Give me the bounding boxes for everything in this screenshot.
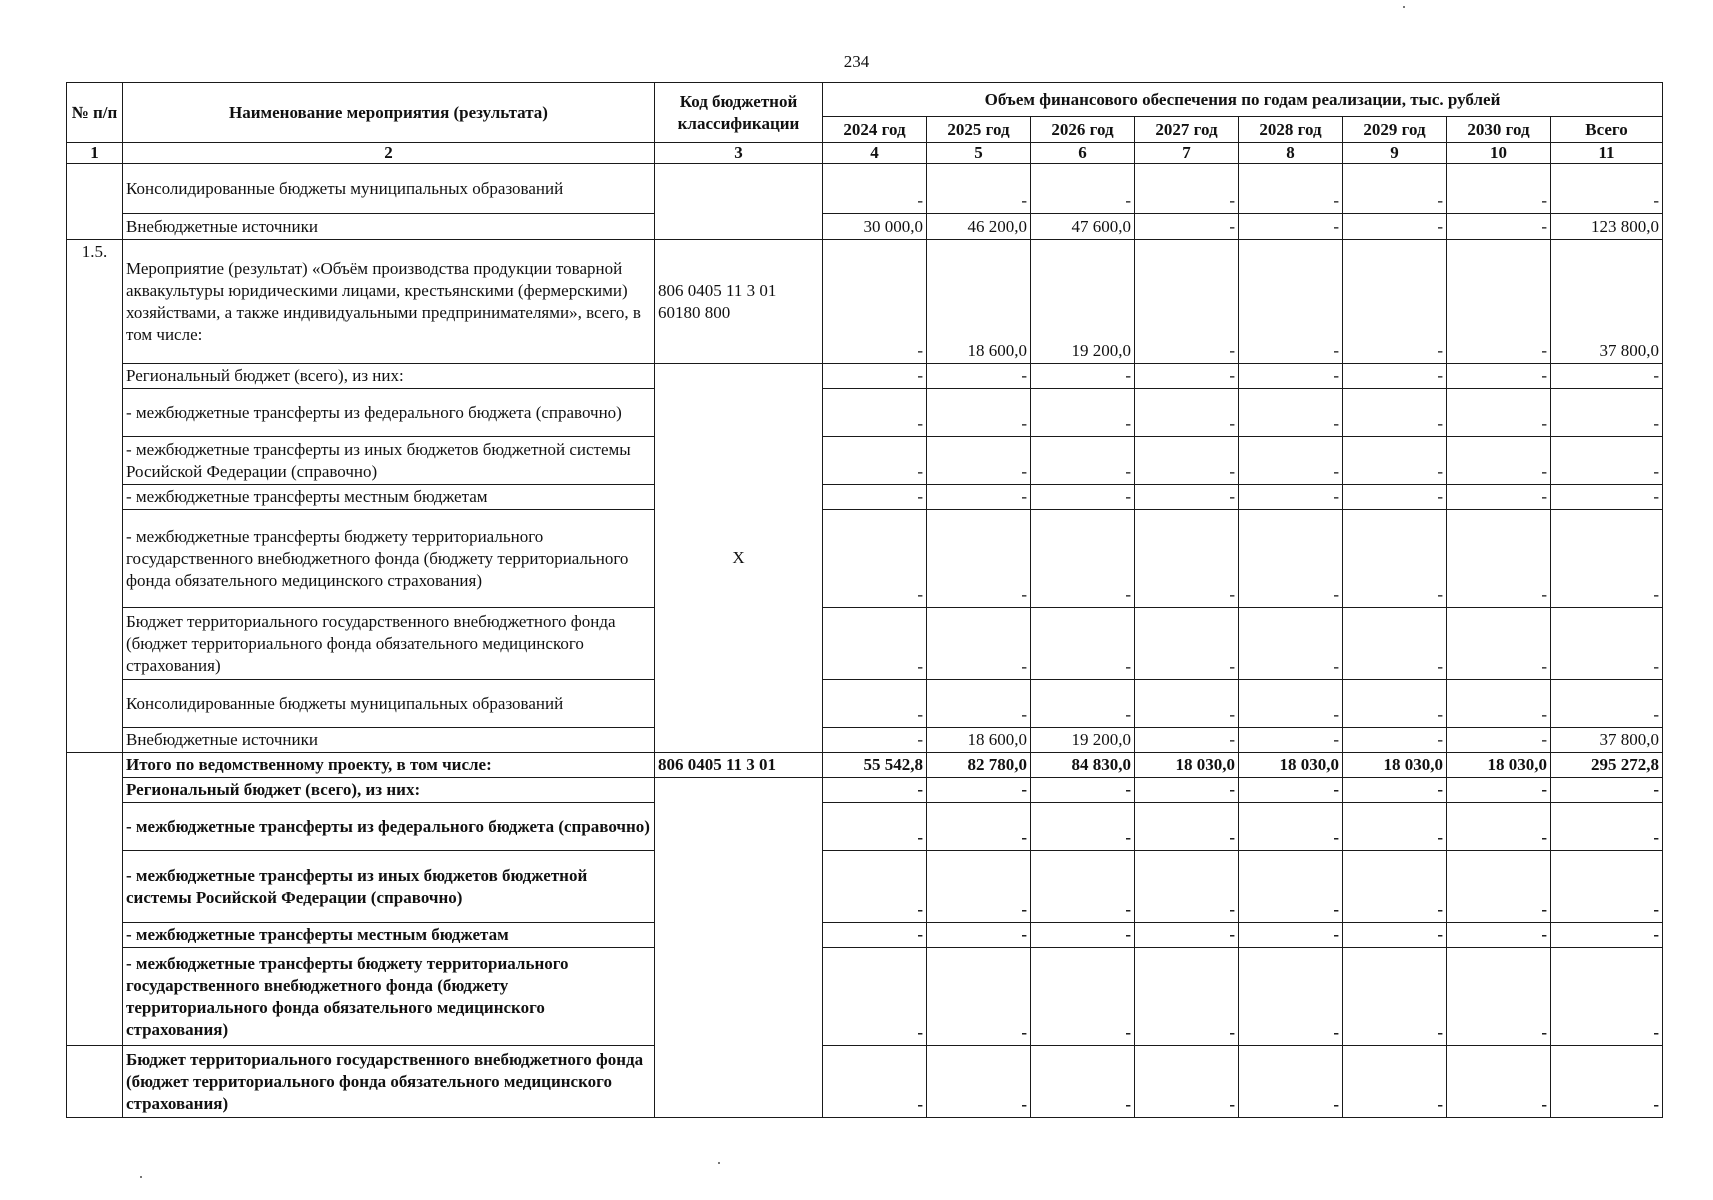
header-year-4: 2027 год [1135, 117, 1239, 143]
table-row [67, 948, 1663, 1046]
value-cell: - [927, 164, 1031, 214]
value-cell: - [927, 1046, 1031, 1118]
value-cell: 18 030,0 [1239, 753, 1343, 778]
value-cell: - [1551, 364, 1663, 389]
value-cell: - [1031, 803, 1135, 851]
value-cell: - [1343, 389, 1447, 437]
column-number-1: 1 [67, 143, 123, 164]
table-row [67, 240, 1663, 364]
row-label: Мероприятие (результат) «Объём производства продукции товарной аквакультуры юридическими лицами, крестьянскими (фермерскими) хозяйствами, а также индивидуальными предпринимателями», всего, в том числе: [123, 240, 655, 364]
column-number-2: 2 [123, 143, 655, 164]
value-cell: - [1551, 851, 1663, 923]
value-cell: 123 800,0 [1551, 214, 1663, 240]
value-cell: - [823, 948, 927, 1046]
row-label: Консолидированные бюджеты муниципальных образований [123, 680, 655, 728]
value-cell: 18 030,0 [1343, 753, 1447, 778]
value-cell: - [927, 778, 1031, 803]
value-cell: - [1135, 364, 1239, 389]
value-cell: - [1239, 851, 1343, 923]
value-cell: - [1135, 389, 1239, 437]
row-number [67, 1046, 123, 1118]
row-number [67, 164, 123, 240]
value-cell: - [823, 389, 927, 437]
value-cell: - [1343, 778, 1447, 803]
table-row [67, 510, 1663, 608]
value-cell: - [1343, 485, 1447, 510]
value-cell: - [1031, 923, 1135, 948]
value-cell: - [1239, 948, 1343, 1046]
value-cell: 19 200,0 [1031, 728, 1135, 753]
value-cell: - [823, 728, 927, 753]
table-row [67, 608, 1663, 680]
row-label: - межбюджетные трансферты из иных бюджетов бюджетной системы Росийской Федерации (справочно) [123, 851, 655, 923]
value-cell: - [1343, 851, 1447, 923]
value-cell: - [1239, 728, 1343, 753]
value-cell: - [1031, 164, 1135, 214]
value-cell: - [823, 803, 927, 851]
value-cell: - [823, 510, 927, 608]
value-cell: - [1031, 1046, 1135, 1118]
row-label: - межбюджетные трансферты из федерального бюджета (справочно) [123, 803, 655, 851]
header-year-7: 2030 год [1447, 117, 1551, 143]
row-label: Бюджет территориального государственного внебюджетного фонда (бюджет территориального фонда обязательного медицинского страхования) [123, 1046, 655, 1118]
value-cell: - [927, 510, 1031, 608]
column-number-11: 11 [1551, 143, 1663, 164]
value-cell: - [1551, 1046, 1663, 1118]
row-label: - межбюджетные трансферты бюджету территориального государственного внебюджетного фонда (бюджету территориального фонда обязательного медицинского страхования) [123, 510, 655, 608]
value-cell: - [1239, 803, 1343, 851]
value-cell: - [1447, 923, 1551, 948]
value-cell: - [927, 851, 1031, 923]
value-cell: - [927, 437, 1031, 485]
value-cell: - [1343, 164, 1447, 214]
column-number-5: 5 [927, 143, 1031, 164]
value-cell: - [1343, 923, 1447, 948]
value-cell: 46 200,0 [927, 214, 1031, 240]
value-cell: - [1343, 240, 1447, 364]
value-cell: - [823, 778, 927, 803]
value-cell: - [1551, 437, 1663, 485]
value-cell: - [1447, 510, 1551, 608]
value-cell: 19 200,0 [1031, 240, 1135, 364]
value-cell: - [1239, 778, 1343, 803]
table-row [67, 778, 1663, 803]
table-row [67, 485, 1663, 510]
header-year-6: 2029 год [1343, 117, 1447, 143]
value-cell: - [1135, 485, 1239, 510]
value-cell: 47 600,0 [1031, 214, 1135, 240]
value-cell: 37 800,0 [1551, 240, 1663, 364]
value-cell: - [1031, 485, 1135, 510]
value-cell: - [1135, 948, 1239, 1046]
value-cell: - [1551, 803, 1663, 851]
value-cell: - [1447, 1046, 1551, 1118]
table-row [67, 214, 1663, 240]
value-cell: - [927, 485, 1031, 510]
header-name: Наименование мероприятия (результата) [123, 83, 655, 143]
value-cell: - [1343, 364, 1447, 389]
value-cell: - [1239, 485, 1343, 510]
budget-code [655, 778, 823, 1118]
value-cell: - [1135, 778, 1239, 803]
value-cell: - [1551, 680, 1663, 728]
value-cell: - [1551, 485, 1663, 510]
row-label: Итого по ведомственному проекту, в том числе: [123, 753, 655, 778]
value-cell: - [927, 364, 1031, 389]
row-label: Внебюджетные источники [123, 214, 655, 240]
column-number-10: 10 [1447, 143, 1551, 164]
value-cell: - [1135, 923, 1239, 948]
value-cell: - [1031, 851, 1135, 923]
row-label: Региональный бюджет (всего), из них: [123, 778, 655, 803]
row-label: - межбюджетные трансферты местным бюджетам [123, 485, 655, 510]
value-cell: 82 780,0 [927, 753, 1031, 778]
value-cell: - [1031, 608, 1135, 680]
value-cell: - [1447, 364, 1551, 389]
column-number-3: 3 [655, 143, 823, 164]
value-cell: - [1447, 240, 1551, 364]
value-cell: - [1031, 389, 1135, 437]
value-cell: - [1447, 437, 1551, 485]
value-cell: - [1135, 680, 1239, 728]
value-cell: - [1031, 364, 1135, 389]
value-cell: - [1551, 164, 1663, 214]
value-cell: - [1239, 923, 1343, 948]
column-number-8: 8 [1239, 143, 1343, 164]
value-cell: - [1447, 728, 1551, 753]
table-row [67, 923, 1663, 948]
value-cell: - [927, 389, 1031, 437]
value-cell: - [1447, 851, 1551, 923]
value-cell: - [1031, 778, 1135, 803]
table-row [67, 803, 1663, 851]
value-cell: - [927, 680, 1031, 728]
value-cell: - [1239, 608, 1343, 680]
value-cell: - [1343, 608, 1447, 680]
value-cell: - [1343, 728, 1447, 753]
value-cell: - [823, 851, 927, 923]
row-number: 1.5. [67, 240, 123, 753]
value-cell: - [1135, 1046, 1239, 1118]
value-cell: - [1343, 1046, 1447, 1118]
value-cell: - [823, 485, 927, 510]
value-cell: 30 000,0 [823, 214, 927, 240]
value-cell: - [1239, 240, 1343, 364]
budget-code: 806 0405 11 3 01 60180 800 [655, 240, 823, 364]
row-label: Внебюджетные источники [123, 728, 655, 753]
value-cell: - [1239, 214, 1343, 240]
value-cell: - [1135, 510, 1239, 608]
header-num: № п/п [67, 83, 123, 143]
value-cell: - [1447, 803, 1551, 851]
value-cell: - [823, 437, 927, 485]
value-cell: - [1239, 364, 1343, 389]
value-cell: - [927, 948, 1031, 1046]
value-cell: - [823, 240, 927, 364]
value-cell: 18 600,0 [927, 240, 1031, 364]
value-cell: - [1343, 437, 1447, 485]
value-cell: 18 030,0 [1447, 753, 1551, 778]
table-row [67, 753, 1663, 778]
header-code: Код бюджетной классификации [655, 83, 823, 143]
value-cell: 55 542,8 [823, 753, 927, 778]
value-cell: 37 800,0 [1551, 728, 1663, 753]
row-label: - межбюджетные трансферты из иных бюджетов бюджетной системы Росийской Федерации (справочно) [123, 437, 655, 485]
value-cell: - [1447, 485, 1551, 510]
row-label: Консолидированные бюджеты муниципальных образований [123, 164, 655, 214]
value-cell: - [1551, 948, 1663, 1046]
table-row [67, 680, 1663, 728]
table-row [67, 364, 1663, 389]
value-cell: - [927, 608, 1031, 680]
value-cell: - [1135, 608, 1239, 680]
value-cell: - [1447, 608, 1551, 680]
table-row [67, 1046, 1663, 1118]
value-cell: - [1343, 680, 1447, 728]
budget-code: 806 0405 11 3 01 [655, 753, 823, 778]
value-cell: - [1551, 510, 1663, 608]
value-cell: - [823, 364, 927, 389]
row-label: Бюджет территориального государственного внебюджетного фонда (бюджет территориального фонда обязательного медицинского страхования) [123, 608, 655, 680]
value-cell: - [823, 923, 927, 948]
value-cell: 18 600,0 [927, 728, 1031, 753]
column-number-9: 9 [1343, 143, 1447, 164]
page-number: 234 [843, 52, 870, 71]
column-number-7: 7 [1135, 143, 1239, 164]
value-cell: - [823, 608, 927, 680]
value-cell: 295 272,8 [1551, 753, 1663, 778]
value-cell: - [1031, 680, 1135, 728]
value-cell: - [1135, 728, 1239, 753]
header-year-3: 2026 год [1031, 117, 1135, 143]
header-funding: Объем финансового обеспечения по годам реализации, тыс. рублей [823, 83, 1663, 117]
column-number-6: 6 [1031, 143, 1135, 164]
value-cell: - [1343, 803, 1447, 851]
value-cell: - [1239, 437, 1343, 485]
value-cell: 84 830,0 [1031, 753, 1135, 778]
header-year-2: 2025 год [927, 117, 1031, 143]
value-cell: - [1135, 803, 1239, 851]
value-cell: - [1135, 851, 1239, 923]
value-cell: - [1239, 680, 1343, 728]
budget-table [66, 82, 1663, 1118]
row-number [67, 753, 123, 1046]
header-year-5: 2028 год [1239, 117, 1343, 143]
value-cell: - [1447, 778, 1551, 803]
table-row [67, 437, 1663, 485]
value-cell: - [1135, 437, 1239, 485]
value-cell: - [1239, 389, 1343, 437]
budget-code-placeholder: Х [655, 364, 823, 753]
table-row [67, 728, 1663, 753]
value-cell: - [927, 923, 1031, 948]
value-cell: - [1239, 1046, 1343, 1118]
value-cell: - [1551, 778, 1663, 803]
value-cell: - [1447, 948, 1551, 1046]
value-cell: - [823, 1046, 927, 1118]
value-cell: - [1447, 214, 1551, 240]
table-row [67, 389, 1663, 437]
value-cell: - [1447, 164, 1551, 214]
value-cell: 18 030,0 [1135, 753, 1239, 778]
table-row [67, 164, 1663, 214]
value-cell: - [1135, 240, 1239, 364]
value-cell: - [1031, 510, 1135, 608]
row-label: - межбюджетные трансферты бюджету территориального государственного внебюджетного фонда (бюджету территориального фонда обязательного медицинского страхования) [123, 948, 655, 1046]
value-cell: - [823, 164, 927, 214]
value-cell: - [1031, 437, 1135, 485]
table-row [67, 851, 1663, 923]
value-cell: - [1447, 389, 1551, 437]
row-label: - межбюджетные трансферты из федерального бюджета (справочно) [123, 389, 655, 437]
value-cell: - [1551, 608, 1663, 680]
row-label: - межбюджетные трансферты местным бюджетам [123, 923, 655, 948]
value-cell: - [1239, 164, 1343, 214]
value-cell: - [1343, 214, 1447, 240]
column-number-4: 4 [823, 143, 927, 164]
value-cell: - [823, 680, 927, 728]
header-year-8: Всего [1551, 117, 1663, 143]
value-cell: - [1447, 680, 1551, 728]
header-year-1: 2024 год [823, 117, 927, 143]
value-cell: - [1343, 510, 1447, 608]
value-cell: - [1551, 923, 1663, 948]
value-cell: - [1031, 948, 1135, 1046]
value-cell: - [1239, 510, 1343, 608]
value-cell: - [1551, 389, 1663, 437]
row-label: Региональный бюджет (всего), из них: [123, 364, 655, 389]
value-cell: - [1135, 164, 1239, 214]
value-cell: - [927, 803, 1031, 851]
value-cell: - [1135, 214, 1239, 240]
budget-code [655, 164, 823, 240]
value-cell: - [1343, 948, 1447, 1046]
